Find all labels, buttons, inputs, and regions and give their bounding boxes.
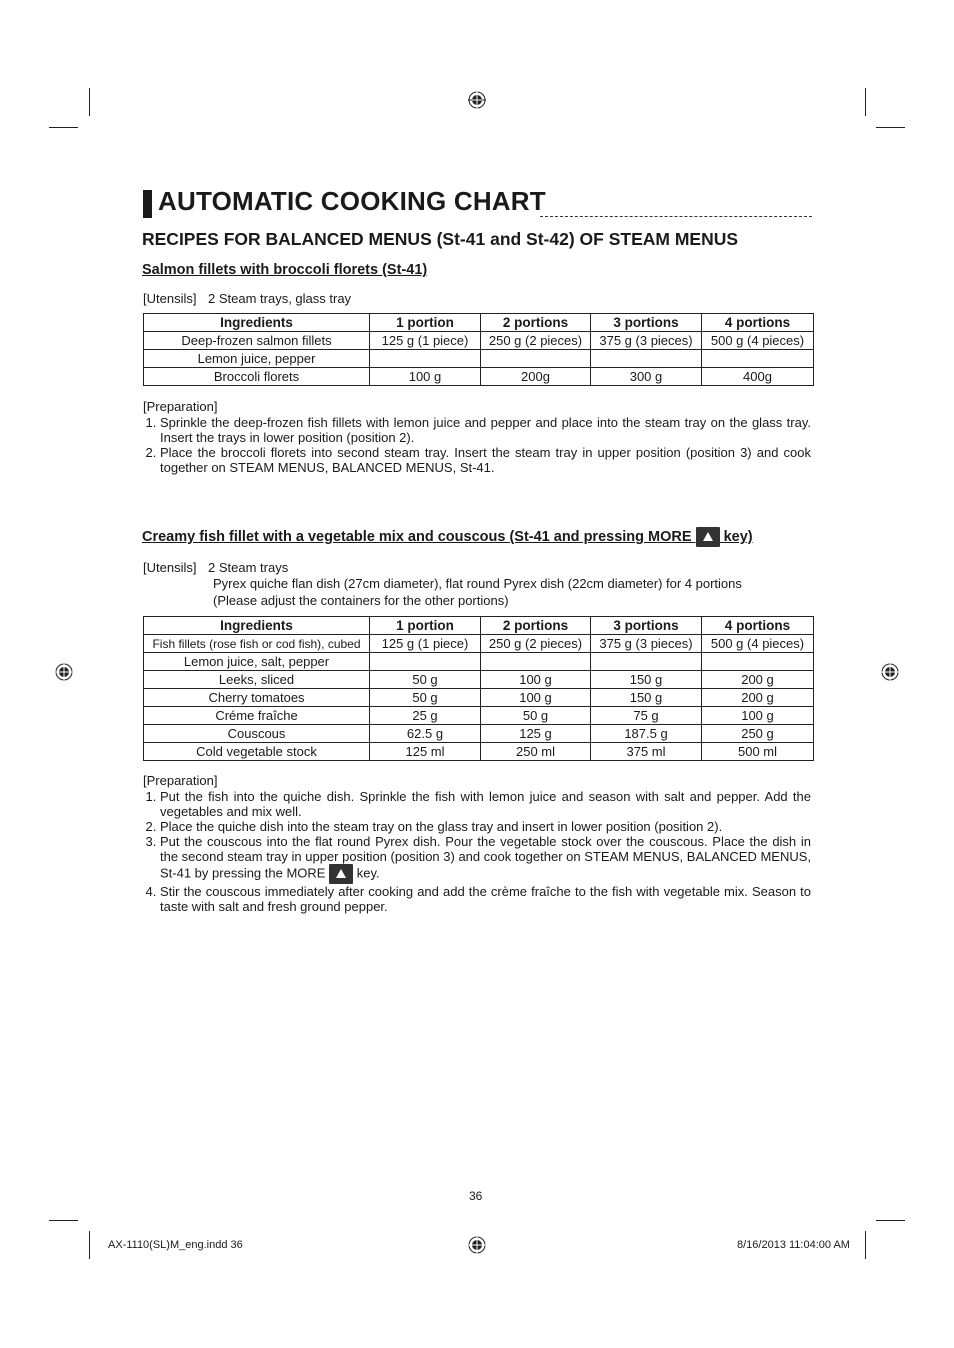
- table-cell: 75 g: [591, 707, 702, 725]
- table-cell: [481, 350, 591, 368]
- page-title: AUTOMATIC COOKING CHART: [158, 186, 546, 216]
- table-cell: 150 g: [591, 689, 702, 707]
- column-header: Ingredients: [144, 314, 370, 332]
- table-cell: [702, 350, 814, 368]
- table-cell: 500 ml: [702, 743, 814, 761]
- preparation-step-text: key.: [356, 865, 380, 881]
- table-row: [144, 707, 814, 725]
- crosshair-registration-icon: [881, 663, 899, 681]
- table-row: [144, 671, 814, 689]
- table-row: [144, 689, 814, 707]
- table-cell: 187.5 g: [591, 725, 702, 743]
- table-cell: 375 g (3 pieces): [591, 332, 702, 350]
- recipe1-utensils-label: [Utensils]: [143, 291, 197, 306]
- table-cell: 50 g: [370, 671, 481, 689]
- recipe1-utensils-text: 2 Steam trays, glass tray: [208, 291, 352, 306]
- up-triangle-icon: [329, 864, 353, 884]
- crop-mark: [49, 127, 78, 128]
- table-cell: 400g: [702, 368, 814, 386]
- crosshair-registration-icon: [55, 663, 73, 681]
- table-cell: 100 g: [481, 671, 591, 689]
- table-cell: 125 g (1 piece): [370, 332, 481, 350]
- table-cell: 50 g: [481, 707, 591, 725]
- table-row: [144, 653, 814, 671]
- preparation-step: 1. Sprinkle the deep-frozen fish fillets with lemon juice and pepper and place into the steam tray on the glass tray. Insert the trays in lower position (position 2).: [160, 415, 811, 445]
- column-header: 4 portions: [702, 617, 814, 635]
- column-header: 1 portion: [370, 617, 481, 635]
- preparation-step: 1. Put the fish into the quiche dish. Sprinkle the fish with lemon juice and season with salt and pepper. Add the vegetables and mix well.: [160, 789, 811, 819]
- title-dashed-rule: [540, 216, 812, 217]
- recipe2-utensils-label: [Utensils]: [143, 560, 197, 575]
- recipe1-heading: Salmon fillets with broccoli florets (St-41): [142, 262, 428, 278]
- table-row: [144, 743, 814, 761]
- table-row: [144, 368, 814, 386]
- table-header-row: [144, 617, 814, 635]
- crosshair-registration-icon: [468, 1236, 486, 1254]
- recipe2-heading: [142, 527, 753, 547]
- table-cell: 200 g: [702, 689, 814, 707]
- table-cell: [591, 350, 702, 368]
- table-cell: 50 g: [370, 689, 481, 707]
- footer-timestamp: 8/16/2013 11:04:00 AM: [737, 1239, 850, 1251]
- table-cell: [370, 653, 481, 671]
- table-cell: 25 g: [370, 707, 481, 725]
- table-cell: 125 g: [481, 725, 591, 743]
- table-cell: 300 g: [591, 368, 702, 386]
- preparation-step: 2. Place the broccoli florets into second steam tray. Insert the steam tray in upper position (position 3) and cook together on STEAM MENUS, BALANCED MENUS, St-41.: [160, 445, 811, 475]
- recipe2-heading-text: Creamy fish fillet with a vegetable mix and couscous (St-41 and pressing MORE: [142, 528, 692, 545]
- table-cell: 62.5 g: [370, 725, 481, 743]
- recipe1-preparation: [143, 399, 811, 475]
- column-header: 3 portions: [591, 617, 702, 635]
- recipe2-ingredients-table: [143, 616, 814, 761]
- crop-mark: [865, 1231, 866, 1259]
- footer-file-name: AX-1110(SL)M_eng.indd 36: [108, 1239, 243, 1251]
- preparation-step: 2. Place the quiche dish into the steam tray on the glass tray and insert in lower position (position 2).: [160, 819, 811, 834]
- crop-mark: [876, 1220, 905, 1221]
- table-cell: 125 g (1 piece): [370, 635, 481, 653]
- table-cell: Fish fillets (rose fish or cod fish), cubed: [144, 635, 370, 653]
- recipe2-utensils-line2: Pyrex quiche flan dish (27cm diameter), flat round Pyrex dish (22cm diameter) for 4 portions: [213, 576, 742, 591]
- crop-mark: [89, 1231, 90, 1259]
- table-cell: Créme fraîche: [144, 707, 370, 725]
- table-cell: 125 ml: [370, 743, 481, 761]
- table-cell: 250 g (2 pieces): [481, 635, 591, 653]
- table-cell: Broccoli florets: [144, 368, 370, 386]
- table-cell: Cold vegetable stock: [144, 743, 370, 761]
- table-cell: 375 ml: [591, 743, 702, 761]
- recipe2-heading-key: key): [723, 528, 753, 545]
- table-cell: Cherry tomatoes: [144, 689, 370, 707]
- table-row: [144, 725, 814, 743]
- table-cell: [702, 653, 814, 671]
- table-row: [144, 635, 814, 653]
- column-header: 4 portions: [702, 314, 814, 332]
- table-cell: Leeks, sliced: [144, 671, 370, 689]
- column-header: 1 portion: [370, 314, 481, 332]
- recipe2-preparation: [143, 773, 811, 914]
- table-cell: 200g: [481, 368, 591, 386]
- crop-mark: [89, 88, 90, 116]
- column-header: 3 portions: [591, 314, 702, 332]
- column-header: 2 portions: [481, 314, 591, 332]
- column-header: Ingredients: [144, 617, 370, 635]
- preparation-step: 4. Stir the couscous immediately after cooking and add the crème fraîche to the fish with vegetable mix. Season to taste with salt and fresh ground pepper.: [160, 884, 811, 914]
- preparation-label: [Preparation]: [143, 773, 218, 788]
- table-cell: 150 g: [591, 671, 702, 689]
- table-cell: Deep-frozen salmon fillets: [144, 332, 370, 350]
- column-header: 2 portions: [481, 617, 591, 635]
- table-row: [144, 332, 814, 350]
- recipe2-utensils-line1: 2 Steam trays: [208, 560, 289, 575]
- table-cell: 250 g: [702, 725, 814, 743]
- table-cell: 250 ml: [481, 743, 591, 761]
- table-cell: Lemon juice, pepper: [144, 350, 370, 368]
- recipe2-utensils-line3: (Please adjust the containers for the other portions): [213, 593, 509, 608]
- preparation-step-text: Put the couscous into the flat round Pyrex dish. Pour the vegetable stock over the couscous. Place the dish in the second steam tray in upper position (position 3) and cook together on STEAM MENUS, BALANCED MENUS, St-41 by pressing the MORE: [160, 834, 812, 881]
- recipe1-ingredients-table: [143, 313, 814, 386]
- table-cell: [370, 350, 481, 368]
- table-cell: 200 g: [702, 671, 814, 689]
- table-cell: [591, 653, 702, 671]
- table-cell: 500 g (4 pieces): [702, 332, 814, 350]
- up-triangle-icon: [696, 527, 720, 547]
- title-bar-decoration: [143, 190, 152, 218]
- page-number: 36: [469, 1189, 483, 1203]
- table-cell: 375 g (3 pieces): [591, 635, 702, 653]
- table-cell: Lemon juice, salt, pepper: [144, 653, 370, 671]
- preparation-label: [Preparation]: [143, 399, 218, 414]
- crosshair-registration-icon: [468, 91, 486, 109]
- table-cell: Couscous: [144, 725, 370, 743]
- table-cell: 500 g (4 pieces): [702, 635, 814, 653]
- table-row: [144, 350, 814, 368]
- crop-mark: [49, 1220, 78, 1221]
- crop-mark: [876, 127, 905, 128]
- table-cell: 100 g: [481, 689, 591, 707]
- section-subtitle: RECIPES FOR BALANCED MENUS (St-41 and St-42) OF STEAM MENUS: [142, 229, 739, 249]
- table-cell: 250 g (2 pieces): [481, 332, 591, 350]
- preparation-step: [160, 834, 811, 884]
- table-header-row: [144, 314, 814, 332]
- table-cell: [481, 653, 591, 671]
- crop-mark: [865, 88, 866, 116]
- table-cell: 100 g: [702, 707, 814, 725]
- table-cell: 100 g: [370, 368, 481, 386]
